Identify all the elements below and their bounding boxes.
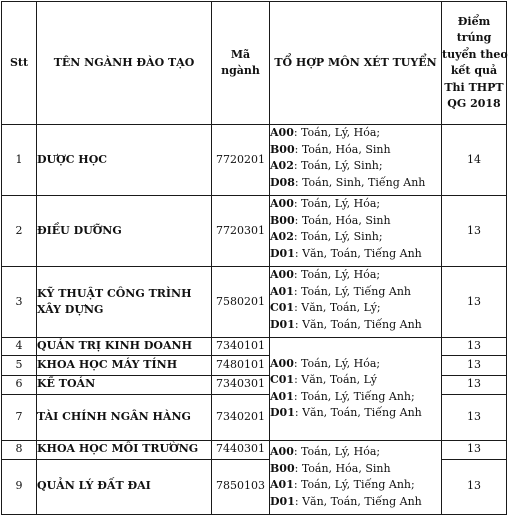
cell-program: DƯỢC HỌC	[37, 125, 212, 196]
cell-program: TÀI CHÍNH NGÂN HÀNG	[37, 394, 212, 440]
cell-stt: 7	[2, 394, 37, 440]
header-score: Điểm trúng tuyển theo kết quả Thi THPT QG 2018	[442, 2, 507, 125]
cell-program: QUẢN LÝ ĐẤT ĐAI	[37, 459, 212, 514]
cell-score: 13	[442, 394, 507, 440]
cell-program: KẾ TOÁN	[37, 375, 212, 394]
header-combos: TỔ HỢP MÔN XÉT TUYỂN	[270, 2, 442, 125]
cell-code: 7850103	[212, 459, 270, 514]
header-program: TÊN NGÀNH ĐÀO TẠO	[37, 2, 212, 125]
table-row	[2, 338, 507, 356]
admission-table	[1, 1, 507, 515]
cell-code: 7720301	[212, 196, 270, 267]
cell-score: 13	[442, 338, 507, 356]
header-row	[2, 2, 507, 125]
cell-stt: 6	[2, 375, 37, 394]
cell-score: 13	[442, 440, 507, 459]
cell-program: KỸ THUẬT CÔNG TRÌNH XÂY DỰNG	[37, 267, 212, 338]
cell-combos: A00: Toán, Lý, Hóa; B00: Toán, Hóa, Sinh A02: Toán, Lý, Sinh; D01: Văn, Toán, Tiếng Anh	[270, 196, 442, 267]
cell-code: 7440301	[212, 440, 270, 459]
cell-code: 7480101	[212, 355, 270, 375]
cell-score: 13	[442, 355, 507, 375]
cell-score: 13	[442, 196, 507, 267]
header-code: Mã ngành	[212, 2, 270, 125]
cell-program: KHOA HỌC MÔI TRƯỜNG	[37, 440, 212, 459]
cell-combos-shared: A00: Toán, Lý, Hóa; C01: Văn, Toán, Lý A01: Toán, Lý, Tiếng Anh; D01: Văn, Toán, Tiếng Anh	[270, 338, 442, 441]
cell-stt: 1	[2, 125, 37, 196]
cell-stt: 5	[2, 355, 37, 375]
table-row	[2, 196, 507, 267]
cell-combos: A00: Toán, Lý, Hóa; A01: Toán, Lý, Tiếng Anh C01: Văn, Toán, Lý; D01: Văn, Toán, Tiếng Anh	[270, 267, 442, 338]
cell-program: ĐIỀU DƯỠNG	[37, 196, 212, 267]
cell-code: 7340201	[212, 394, 270, 440]
cell-stt: 4	[2, 338, 37, 356]
table-row	[2, 440, 507, 459]
cell-stt: 3	[2, 267, 37, 338]
cell-combos-shared: A00: Toán, Lý, Hóa; B00: Toán, Hóa, Sinh A01: Toán, Lý, Tiếng Anh; D01: Văn, Toán, Tiếng Anh	[270, 440, 442, 514]
cell-code: 7340301	[212, 375, 270, 394]
table-row	[2, 125, 507, 196]
cell-score: 13	[442, 459, 507, 514]
cell-program: KHOA HỌC MÁY TÍNH	[37, 355, 212, 375]
cell-stt: 2	[2, 196, 37, 267]
cell-code: 7340101	[212, 338, 270, 356]
cell-score: 14	[442, 125, 507, 196]
cell-stt: 9	[2, 459, 37, 514]
cell-score: 13	[442, 267, 507, 338]
cell-code: 7720201	[212, 125, 270, 196]
header-stt: Stt	[2, 2, 37, 125]
cell-score: 13	[442, 375, 507, 394]
cell-program: QUẢN TRỊ KINH DOANH	[37, 338, 212, 356]
cell-code: 7580201	[212, 267, 270, 338]
cell-combos: A00: Toán, Lý, Hóa; B00: Toán, Hóa, Sinh A02: Toán, Lý, Sinh; D08: Toán, Sinh, Tiếng Anh	[270, 125, 442, 196]
table-row	[2, 267, 507, 338]
cell-stt: 8	[2, 440, 37, 459]
